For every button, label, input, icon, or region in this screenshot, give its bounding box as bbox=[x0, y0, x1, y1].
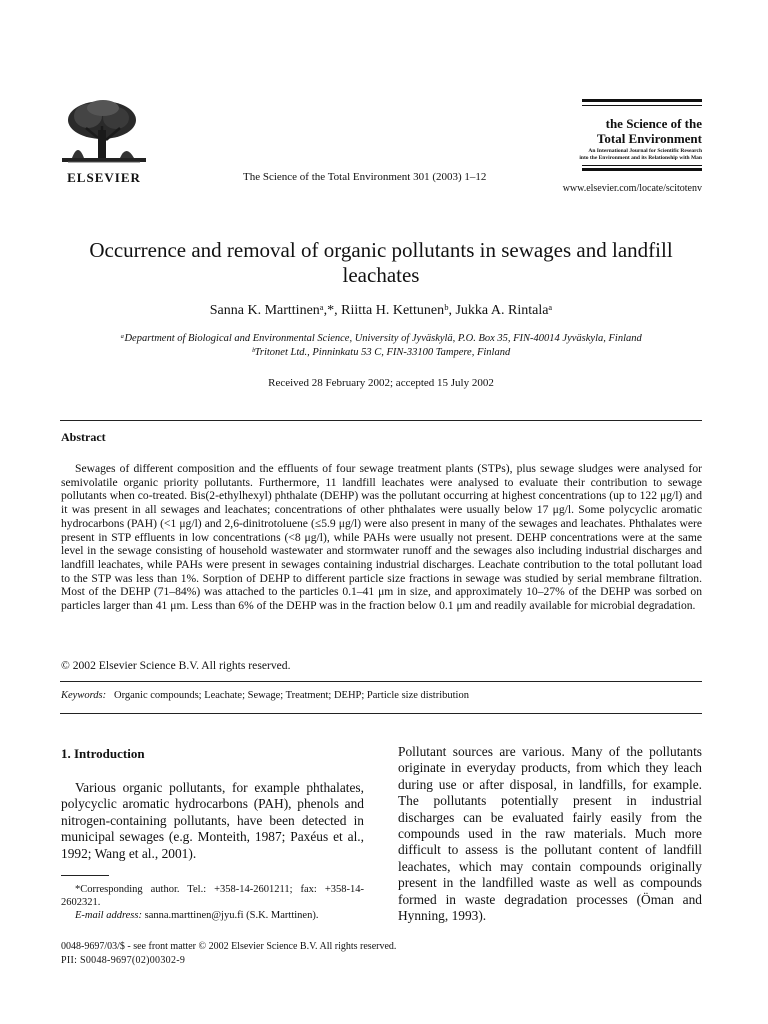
email-label: E-mail address: bbox=[75, 910, 142, 921]
elsevier-tree-logo bbox=[58, 98, 150, 168]
journal-masthead-rule bbox=[582, 105, 702, 106]
corresponding-author-footnote: *Corresponding author. Tel.: +358-14-2601211; fax: +358-14-2602321. bbox=[61, 884, 364, 909]
issn-line: 0048-9697/03/$ - see front matter © 2002 Elsevier Science B.V. All rights reserved. bbox=[61, 941, 397, 952]
journal-masthead-rule bbox=[582, 165, 702, 166]
abstract-heading: Abstract bbox=[61, 430, 106, 444]
journal-name: the Science of the bbox=[605, 116, 702, 131]
affiliation: ᵇTritonet Ltd., Pinninkatu 53 C, FIN-33100 Tampere, Finland bbox=[251, 347, 511, 358]
journal-tagline-line: An International Journal for Scientific Research bbox=[588, 148, 702, 154]
keywords-list: Organic compounds; Leachate; Sewage; Treatment; DEHP; Particle size distribution bbox=[113, 690, 469, 701]
email-footnote bbox=[75, 910, 318, 921]
footnote-divider bbox=[61, 875, 109, 876]
copyright-notice: © 2002 Elsevier Science B.V. All rights reserved. bbox=[61, 659, 291, 672]
section-divider bbox=[60, 681, 702, 682]
journal-name: Total Environment bbox=[596, 131, 702, 146]
author-list: Sanna K. Marttinenᵃ,*, Riitta H. Kettunenᵇ, Jukka A. Rintalaᵃ bbox=[209, 303, 553, 318]
article-title: Occurrence and removal of organic pollutants in sewages and landfill leachates bbox=[89, 238, 673, 287]
email-address[interactable]: sanna.marttinen@jyu.fi (S.K. Marttinen). bbox=[144, 910, 319, 921]
section-heading: 1. Introduction bbox=[61, 746, 145, 761]
section-divider bbox=[60, 420, 702, 421]
body-paragraph: Pollutant sources are various. Many of the pollutants originate in everyday products, from which they leach during use or after disposal, in landfills, for example. The pollutants potentially present in industrial discharges can be evaluated fairly easily from the compounds used in the raw materials. Much more difficult to assess is the pollutant content of landfill leachates, which may contain compounds originally present in the landfilled waste as well as compounds formed in waste degradation processes (Öman and Hynning, 1993). bbox=[398, 744, 702, 924]
journal-citation: The Science of the Total Environment 301 (2003) 1–12 bbox=[243, 171, 487, 183]
journal-masthead-rule bbox=[582, 99, 702, 102]
affiliation: ᵃDepartment of Biological and Environmental Science, University of Jyväskylä, P.O. Box 35, FIN-40014 Jyväskyla, Finland bbox=[120, 333, 642, 344]
journal-tagline-line: into the Environment and its Relationship with Man bbox=[579, 154, 702, 161]
pii-line: PII: S0048-9697(02)00302-9 bbox=[61, 955, 186, 966]
journal-tagline bbox=[552, 148, 702, 161]
keywords bbox=[61, 690, 469, 701]
abstract-text: Sewages of different composition and the effluents of four sewage treatment plants (STPs), plus sewage sludges were analysed for semivolatile organic priority pollutants. Furthermore, 11 landfill leachates were analysed to evaluate their contribution to sewage pollutants when co-treated. Bis(2-ethylhexyl) phthalate (DEHP) was the pollutant occurring at highest concentrations (up to 122 μg/l) and it was present in all sewages and leachates; concentrations of other phthalates were usually below 17 μg/l. Some polycyclic aromatic hydrocarbons (PAH) (<1 μg/l) and 2,6-dinitrotoluene (≤5.9 μg/l) were also present in many of the sewages and leachates. Phthalates were present in STP effluents in low concentrations (<8 μg/l), while PAHs were usually not present. DEHP concentrations were at the same level in the sewage consisting of household wastewater and stormwater runoff and the sewages also including industrial discharges and landfill leachates, while PAHs were present in sewages containing industrial discharges. Leachate contribution to the total pollutant load to the STP was less than 1%. Sorption of DEHP to different particle size fractions in sewage was studied by serial membrane filtration. Most of the DEHP (71–84%) was attached to the particles 0.1–41 μm in size, and approximately 10–27% of the DEHP was sorbed on particles larger than 41 μm. Less than 6% of the DEHP was in the fraction below 0.1 μm and readily available for microbial degradation. bbox=[61, 462, 702, 613]
intro-paragraph: Various organic pollutants, for example phthalates, polycyclic aromatic hydrocarbons (PAH), phenols and nitrogen-containing pollutants, have been detected in municipal sewages (e.g. Monteith, 1987; Paxéus et al., 1992; Wang et al., 2001). bbox=[61, 780, 364, 861]
publisher-name: ELSEVIER bbox=[67, 170, 141, 185]
keywords-label: Keywords: bbox=[61, 690, 107, 701]
journal-masthead-rule bbox=[582, 168, 702, 171]
journal-url[interactable]: www.elsevier.com/locate/scitotenv bbox=[562, 183, 702, 194]
received-dates: Received 28 February 2002; accepted 15 July 2002 bbox=[268, 377, 494, 389]
section-divider bbox=[60, 713, 702, 714]
